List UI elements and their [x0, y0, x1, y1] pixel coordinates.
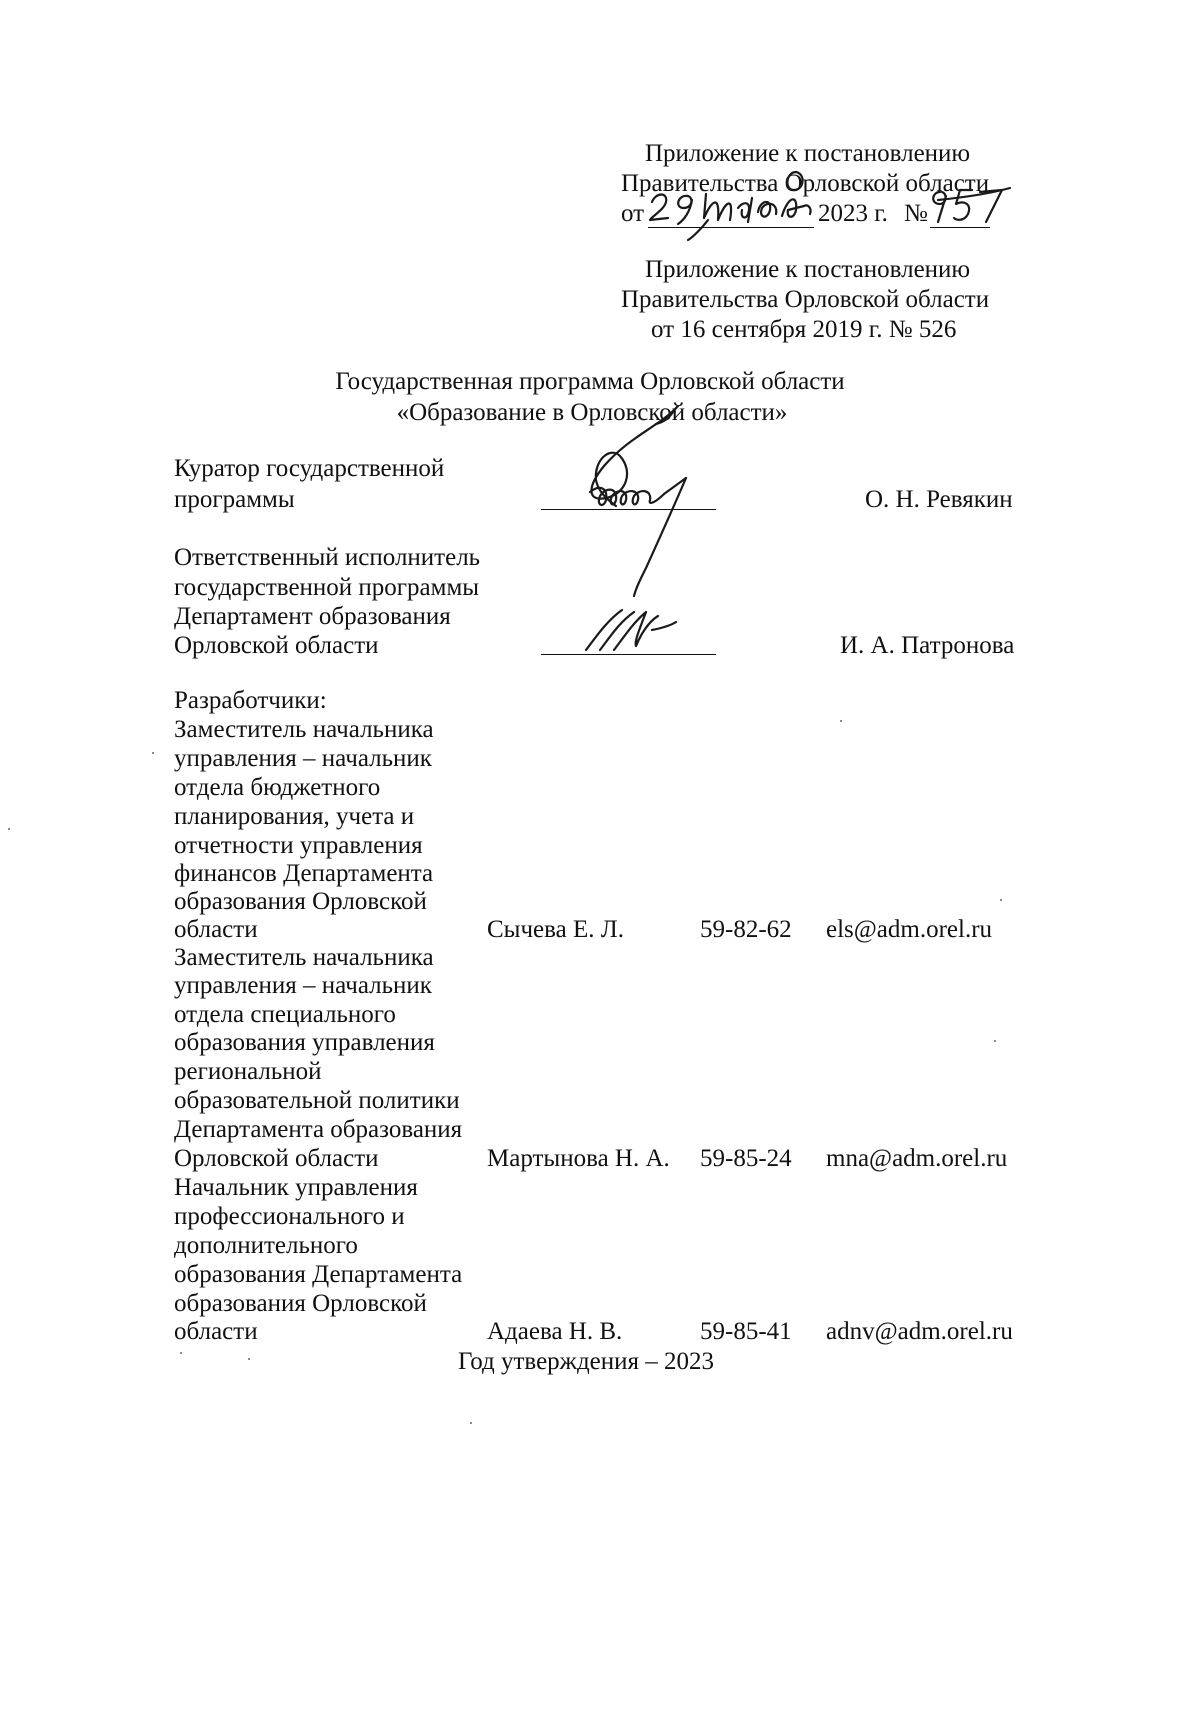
developer-email[interactable]: mna@adm.orel.ru — [826, 1145, 1008, 1172]
developer-position-line: образования управления — [174, 1029, 435, 1056]
handwritten-stroke — [780, 168, 810, 196]
developer-phone: 59-85-24 — [700, 1145, 792, 1172]
annex-original-line3: от 16 сентября 2019 г. № 526 — [651, 316, 957, 343]
developer-position-line: образования Орловской — [174, 1290, 427, 1317]
developer-name: Адаева Н. В. — [487, 1318, 623, 1345]
executor-name: И. А. Патронова — [840, 632, 1015, 659]
scan-speck — [8, 828, 10, 830]
annex-top-number-prefix: № — [904, 200, 928, 227]
executor-signature — [578, 600, 678, 660]
developer-name: Мартынова Н. А. — [487, 1145, 670, 1172]
curator-label-line2: программы — [174, 486, 295, 513]
developer-position-line: образования Департамента — [174, 1261, 463, 1288]
scan-speck — [470, 1422, 472, 1424]
scan-speck — [152, 752, 154, 754]
curator-label-line1: Куратор государственной — [174, 455, 445, 482]
annex-top-date-year: 2023 г. — [818, 200, 888, 227]
curator-name: О. Н. Ревякин — [865, 486, 1013, 513]
scan-speck — [180, 1352, 182, 1354]
executor-label-line3: Департамент образования — [174, 603, 451, 630]
curator-signature — [560, 396, 730, 606]
developer-name: Сычева Е. Л. — [487, 916, 624, 943]
handwritten-number — [928, 182, 1014, 230]
developer-position-line: профессионального и — [174, 1203, 405, 1230]
annex-original-line2: Правительства Орловской области — [621, 286, 990, 313]
annex-top-line2: Правительства Орловской области — [621, 170, 990, 197]
developer-email[interactable]: adnv@adm.orel.ru — [826, 1318, 1013, 1345]
annex-top-line1: Приложение к постановлению — [645, 140, 971, 167]
developer-position-line: Заместитель начальника — [174, 716, 434, 743]
approval-year: Год утверждения – 2023 — [458, 1348, 715, 1375]
developer-position-line: отдела бюджетного — [174, 774, 381, 801]
scan-speck — [840, 720, 842, 722]
developer-position-line: финансов Департамента — [174, 860, 434, 887]
developer-position-line: Заместитель начальника — [174, 944, 434, 971]
developer-position-line: области — [174, 916, 258, 943]
scan-speck — [248, 1358, 250, 1360]
developer-phone: 59-82-62 — [700, 916, 792, 943]
developer-email[interactable]: els@adm.orel.ru — [826, 916, 993, 943]
scan-speck — [994, 1040, 996, 1042]
program-title-line2: «Образование в Орловской области» — [396, 399, 788, 426]
executor-label-line1: Ответственный исполнитель — [174, 544, 481, 571]
developer-position-line: образовательной политики — [174, 1087, 460, 1114]
developer-position-line: Орловской области — [174, 1145, 379, 1172]
executor-label-line2: государственной программы — [174, 574, 480, 601]
developer-position-line: отчетности управления — [174, 832, 423, 859]
developer-position-line: отдела специального — [174, 1001, 396, 1028]
program-title-line1: Государственная программа Орловской области — [335, 368, 845, 395]
developer-position-line: управления – начальник — [174, 745, 432, 772]
scan-speck — [1000, 899, 1002, 901]
developer-position-line: Департамента образования — [174, 1116, 463, 1143]
developers-heading: Разработчики: — [174, 687, 327, 714]
developer-position-line: управления – начальник — [174, 972, 432, 999]
developer-position-line: планирования, учета и — [174, 803, 415, 830]
developer-position-line: Начальник управления — [174, 1174, 418, 1201]
developer-position-line: образования Орловской — [174, 888, 427, 915]
developer-position-line: области — [174, 1318, 258, 1345]
annex-top-date-prefix: от — [621, 200, 645, 227]
developer-position-line: региональной — [174, 1058, 322, 1085]
developer-phone: 59-85-41 — [700, 1318, 792, 1345]
executor-label-line4: Орловской области — [174, 632, 379, 659]
developer-position-line: дополнительного — [174, 1232, 358, 1259]
annex-original-line1: Приложение к постановлению — [645, 256, 971, 283]
